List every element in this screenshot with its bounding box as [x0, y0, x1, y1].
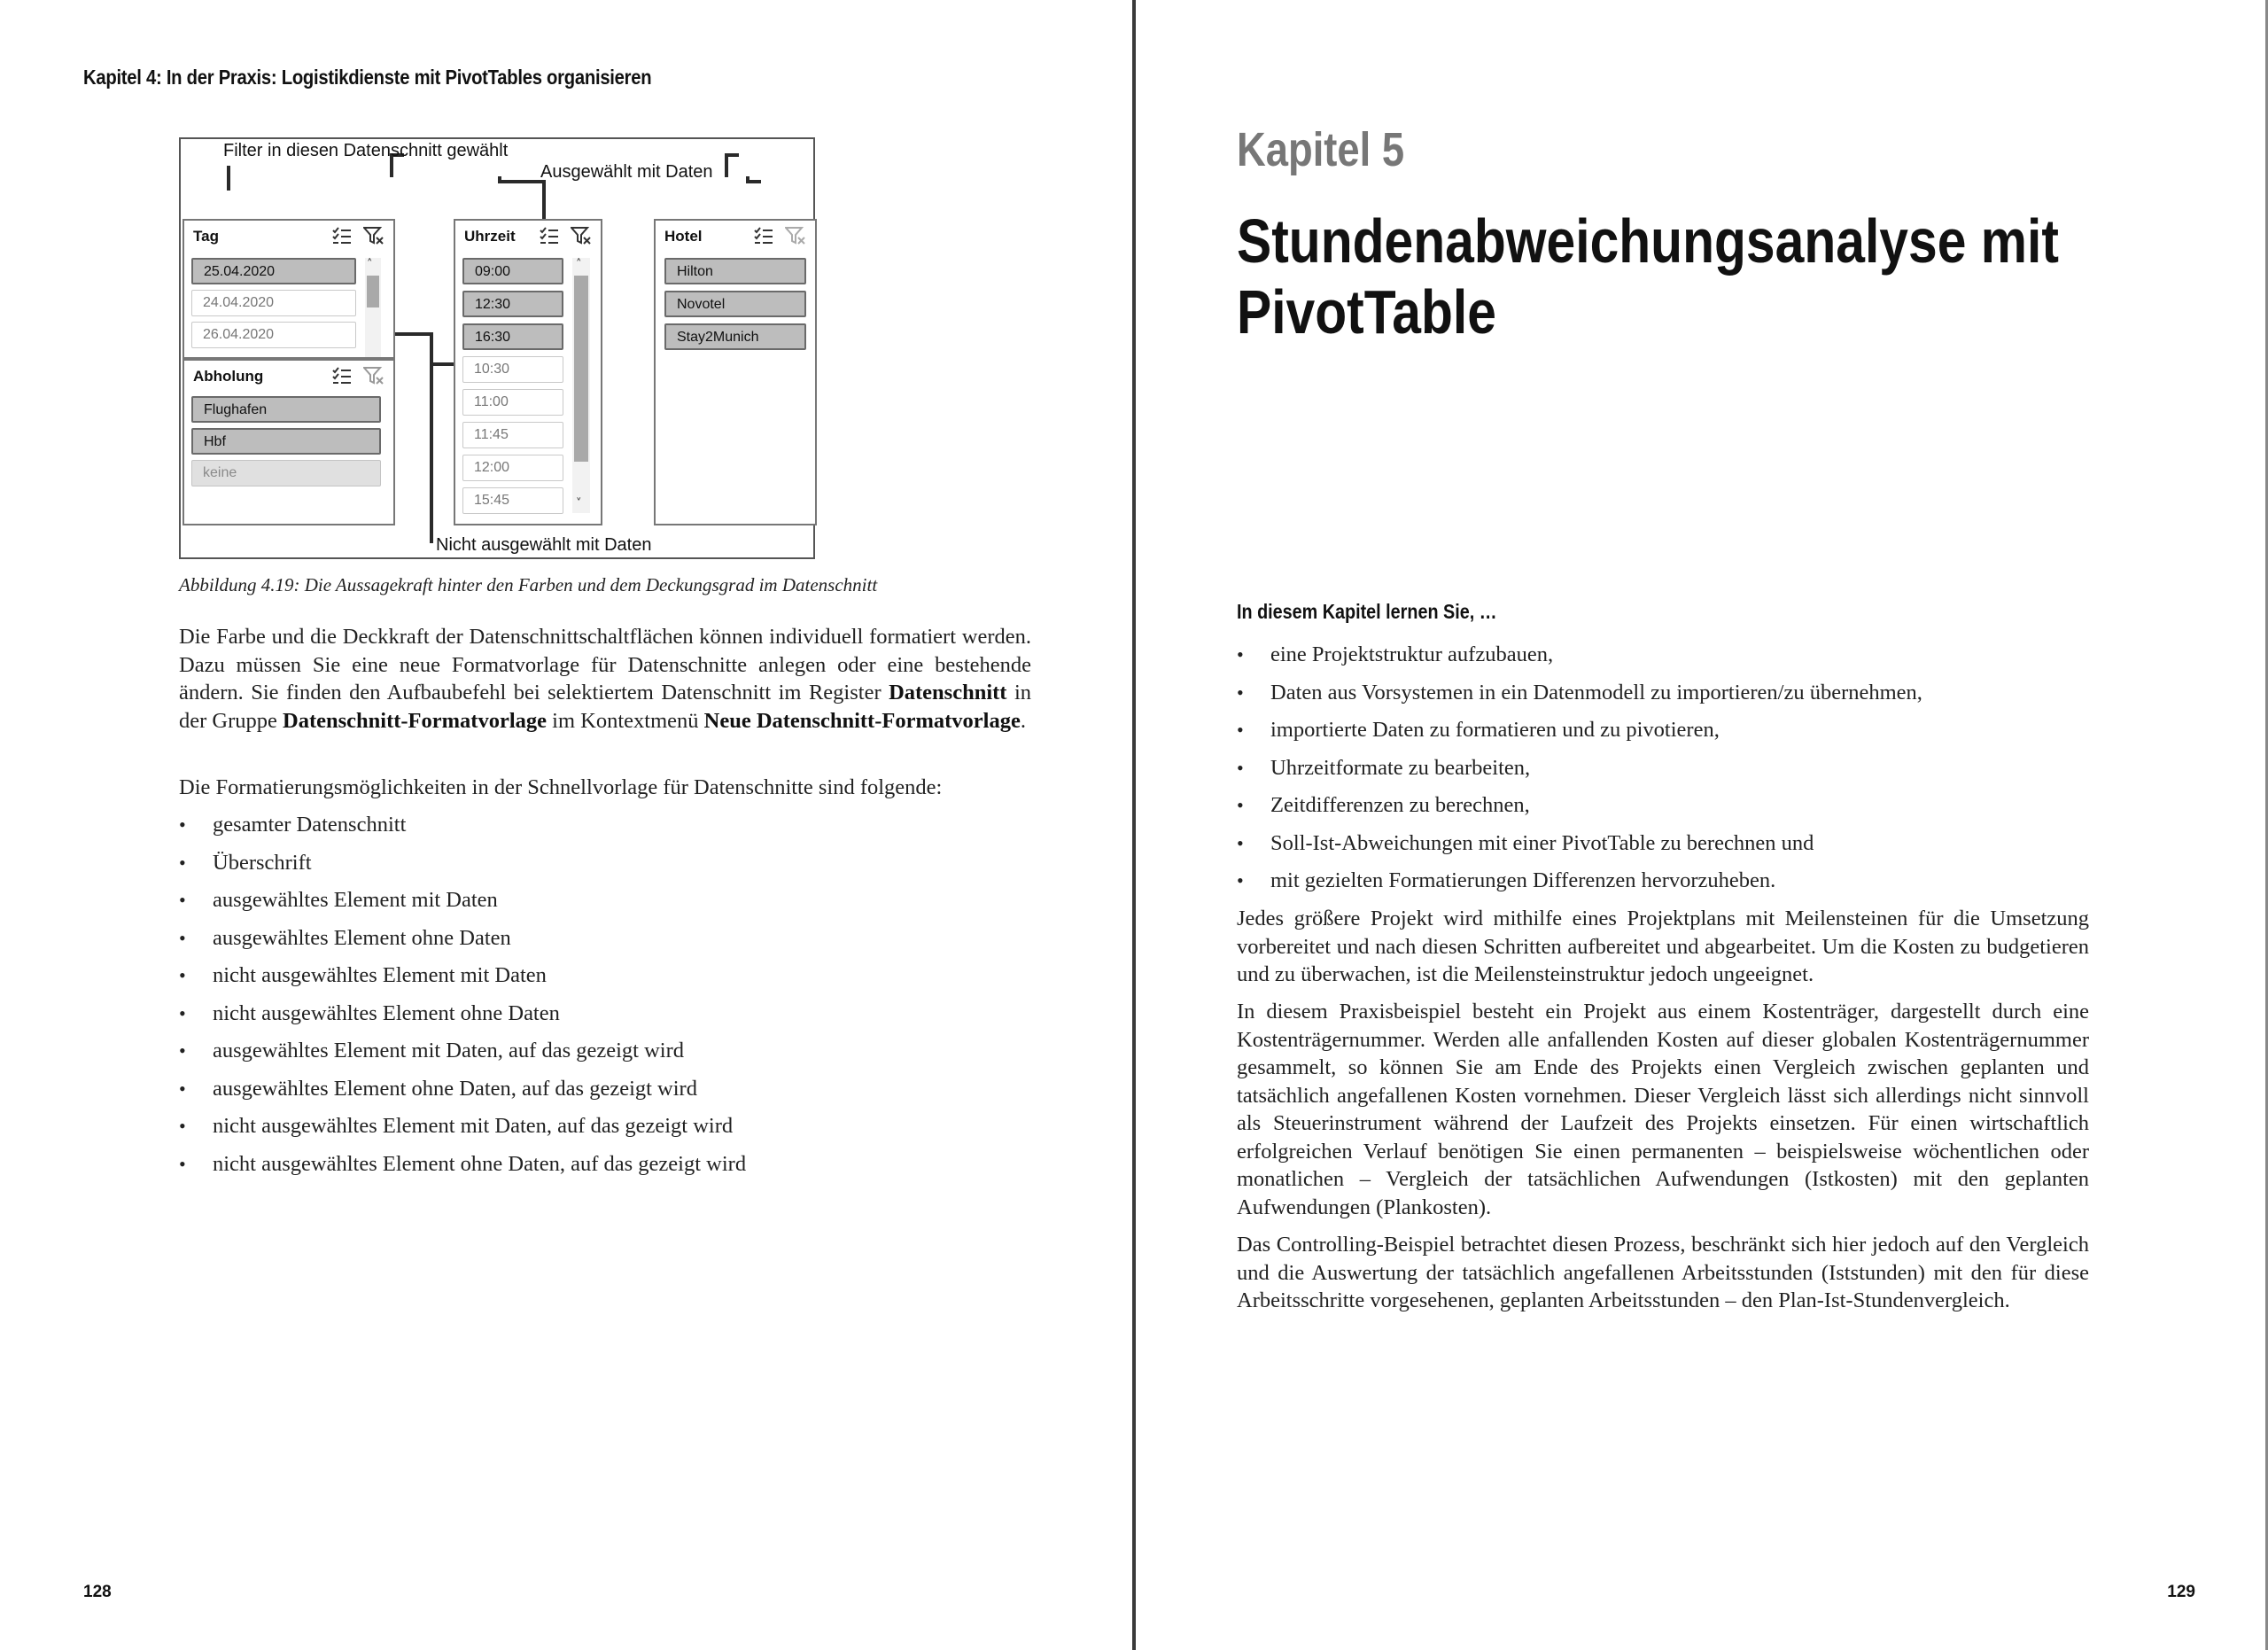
slicer-item-selected[interactable]: Hilton — [664, 258, 806, 284]
slicer-abholung[interactable] — [183, 359, 395, 525]
slicer-item-selected[interactable]: Novotel — [664, 291, 806, 317]
list-item: • ausgewähltes Element mit Daten — [179, 882, 746, 920]
chapter-title-line-2: PivotTable — [1237, 277, 1496, 346]
slicer-uhrzeit-header: Uhrzeit — [464, 228, 516, 245]
scroll-down-icon[interactable]: ˅ — [576, 497, 582, 510]
slicer-item-selected[interactable]: 25.04.2020 — [191, 258, 356, 284]
chapter-title-line-1: Stundenabweichungsanalyse mit — [1237, 206, 2059, 276]
slicer-abholung-header: Abholung — [193, 368, 264, 385]
clear-filter-icon[interactable] — [363, 226, 384, 250]
slicer-item-selected[interactable]: Stay2Munich — [664, 323, 806, 350]
list-item: • nicht ausgewähltes Element ohne Daten — [179, 995, 746, 1033]
paragraph-controlling: Das Controlling-Beispiel betrachtet diesen Prozess, beschränkt sich hier jedoch auf den Vergleich und die Auswertung der tatsächlich angefallenen Arbeitsstunden (Iststunden) mit den für diese Arbeitsschritte vorgesehenen, geplanten Arbeitsstunden – den Plan-Ist-Stundenvergleich. — [1237, 1233, 2089, 1312]
list-item: • eine Projektstruktur aufzubauen, — [1237, 636, 1922, 674]
learn-heading: In diesem Kapitel lernen Sie, … — [1237, 600, 1497, 623]
list-item: • nicht ausgewähltes Element mit Daten — [179, 957, 746, 995]
scroll-up-icon[interactable]: ˄ — [576, 258, 582, 271]
slicer-uhrzeit[interactable] — [454, 219, 602, 525]
chapter-title — [1237, 206, 2059, 347]
slicer-item-selected[interactable]: 09:00 — [462, 258, 563, 284]
clear-filter-icon[interactable] — [785, 226, 806, 250]
paragraph-project: Jedes größere Projekt wird mithilfe eines Projektplans mit Meilensteinen für die Umsetzung vorbereitet und nach diesen Schritten aufbereitet und abgearbeitet. Um die Kosten zu budgetieren und zu überwachen, ist die Meilensteinstruktur jedoch ungeeignet. — [1237, 907, 2089, 986]
page-number: 129 — [2167, 1583, 2195, 1601]
list-item: • importierte Daten zu formatieren und zu pivotieren, — [1237, 712, 1922, 750]
list-item: • Zeitdifferenzen zu berechnen, — [1237, 787, 1922, 825]
slicer-item[interactable]: 11:00 — [462, 389, 563, 416]
paragraph-options-intro: Die Formatierungsmöglichkeiten in der Schnellvorlage für Datenschnitte sind folgende: — [179, 775, 943, 799]
list-item: • Überschrift — [179, 844, 746, 883]
list-item: • nicht ausgewähltes Element ohne Daten, auf das gezeigt wird — [179, 1146, 746, 1184]
multi-select-icon[interactable] — [539, 226, 560, 250]
list-item: • Uhrzeitformate zu bearbeiten, — [1237, 750, 1922, 788]
slicer-item[interactable]: 11:45 — [462, 422, 563, 448]
list-item: • ausgewähltes Element ohne Daten — [179, 920, 746, 958]
annotation-not-selected: Nicht ausgewählt mit Daten — [436, 535, 652, 555]
figure-caption: Abbildung 4.19: Die Aussagekraft hinter den Farben und dem Deckungsgrad im Datenschnitt — [179, 574, 878, 595]
slicer-figure — [179, 137, 815, 559]
slicer-item-selected[interactable]: Hbf — [191, 428, 381, 455]
list-item: • mit gezielten Formatierungen Differenzen hervorzuheben. — [1237, 862, 1922, 900]
left-page — [0, 0, 1132, 1650]
list-item: • Soll-Ist-Abweichungen mit einer PivotTable zu berechnen und — [1237, 825, 1922, 863]
page-number: 128 — [83, 1583, 112, 1601]
multi-select-icon[interactable] — [331, 226, 353, 250]
list-item: • ausgewähltes Element ohne Daten, auf das gezeigt wird — [179, 1070, 746, 1109]
slicer-item[interactable]: 10:30 — [462, 356, 563, 383]
chapter-kicker: Kapitel 5 — [1237, 123, 1405, 176]
scroll-up-icon[interactable]: ˄ — [367, 258, 373, 271]
scroll-thumb[interactable] — [574, 276, 588, 462]
slicer-item-selected[interactable]: 12:30 — [462, 291, 563, 317]
book-gutter — [1132, 0, 1136, 1650]
paragraph-cost-carrier: In diesem Praxisbeispiel besteht ein Projekt aus einem Kostenträger, dargestellt durch eine Kostenträgernummer. Werden alle anfallenden Kosten auf dieser globalen Kostenträgernummer gesammelt, so können Sie am Ende des Projekts einen Vergleich zwischen geplanten und tatsächlich angefallenen Kosten vornehmen. Dieser Vergleich lässt sich allerdings nicht sinnvoll als Steuerinstrument während der Laufzeit des Projekts einsetzen. Für einen wirtschaftlich erfolgreichen Verlauf benötigen Sie einen permanenten – beispielsweise wöchentlichen oder monatlichen – Vergleich der tatsächlichen Aufwendungen (Istkosten) mit den geplanten Aufwendungen (Plankosten). — [1237, 1000, 2089, 1219]
slicer-item[interactable]: 24.04.2020 — [191, 290, 356, 316]
slicer-tag[interactable] — [183, 219, 395, 359]
slicer-item[interactable]: 26.04.2020 — [191, 322, 356, 348]
list-item: • gesamter Datenschnitt — [179, 806, 746, 844]
slicer-tag-header: Tag — [193, 228, 219, 245]
scrollbar[interactable] — [365, 258, 381, 357]
slicer-hotel[interactable] — [654, 219, 817, 525]
slicer-hotel-header: Hotel — [664, 228, 703, 245]
slicer-item-selected[interactable]: 16:30 — [462, 323, 563, 350]
list-item: • ausgewähltes Element mit Daten, auf das gezeigt wird — [179, 1032, 746, 1070]
slicer-item-selected[interactable]: Flughafen — [191, 396, 381, 423]
learning-goals-list — [1237, 636, 1922, 900]
running-head: Kapitel 4: In der Praxis: Logistikdienste mit PivotTables organisieren — [83, 66, 652, 89]
multi-select-icon[interactable] — [753, 226, 774, 250]
slicer-item-selected-no-data[interactable]: keine — [191, 460, 381, 486]
formatting-options-list — [179, 806, 746, 1183]
list-item: • nicht ausgewähltes Element mit Daten, auf das gezeigt wird — [179, 1108, 746, 1146]
slicer-item[interactable]: 12:00 — [462, 455, 563, 481]
annotation-selected: Ausgewählt mit Daten — [540, 162, 713, 182]
multi-select-icon[interactable] — [331, 366, 353, 390]
paragraph-formatting: Die Farbe und die Deckkraft der Datenschnittschaltflächen können individuell formatiert werden. Dazu müssen Sie eine neue Formatvorlage für Datenschnitte anlegen oder eine bestehende ändern. Sie finden den Aufbaubefehl bei selektiertem Datenschnitt im Register Datenschnitt in der Gruppe Datenschnitt-Formatvorlage im Kontextmenü Neue Datenschnitt-Formatvorlage. — [179, 625, 1031, 733]
list-item: • Daten aus Vorsystemen in ein Datenmodell zu importieren/zu übernehmen, — [1237, 674, 1922, 712]
clear-filter-icon[interactable] — [571, 226, 592, 250]
slicer-item[interactable]: 15:45 — [462, 487, 563, 514]
clear-filter-icon[interactable] — [363, 366, 384, 390]
scroll-thumb[interactable] — [367, 276, 379, 307]
annotation-filter: Filter in diesen Datenschnitt gewählt — [223, 141, 509, 160]
